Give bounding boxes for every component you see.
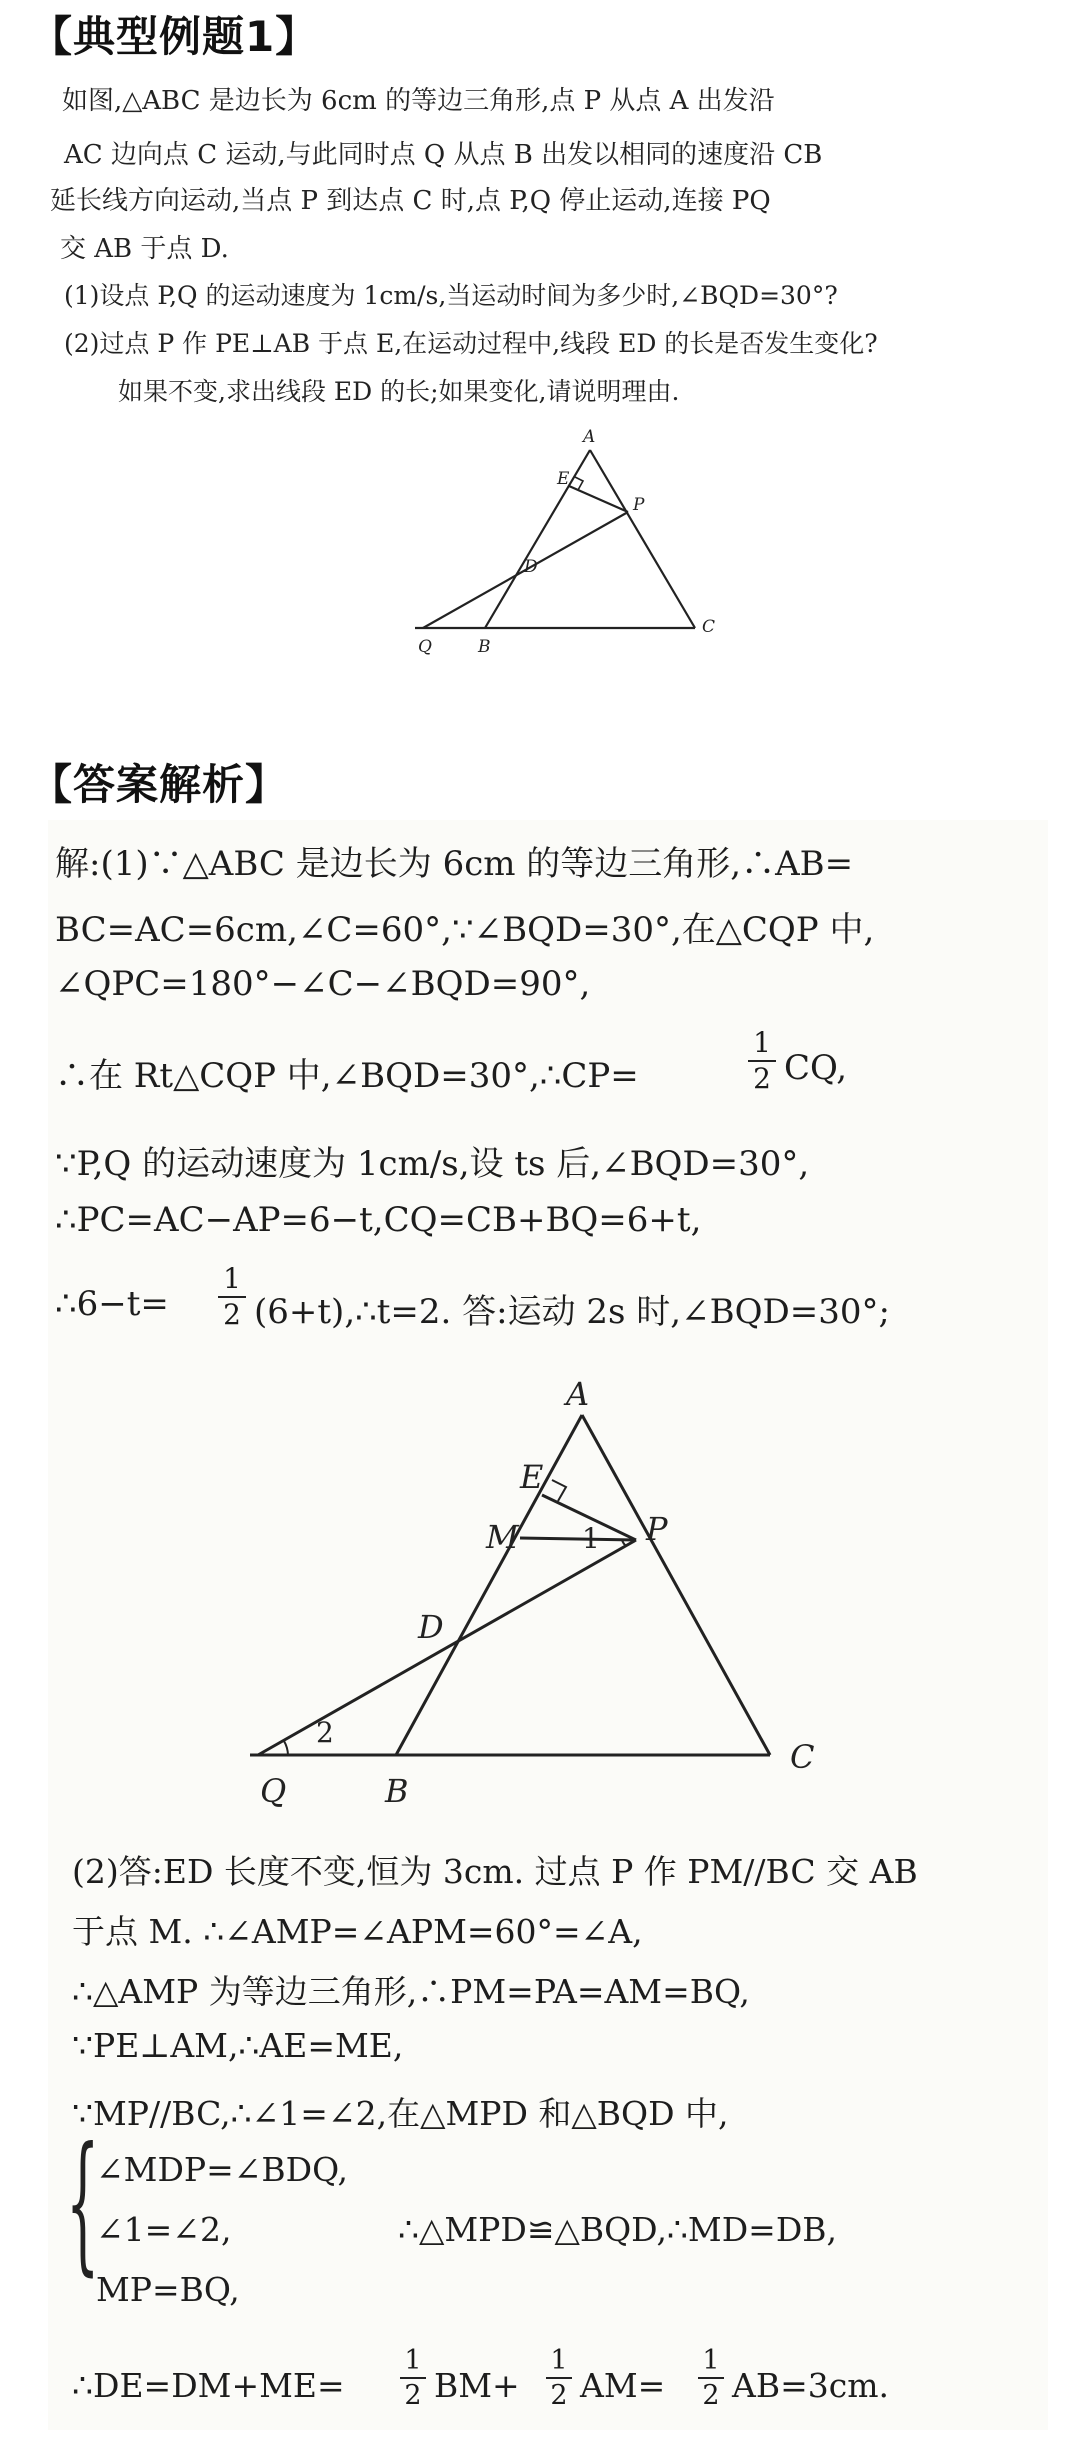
label-p: P xyxy=(646,1510,668,1548)
label-q: Q xyxy=(418,637,432,657)
angle-2-arc xyxy=(284,1741,288,1755)
fraction-denominator: 2 xyxy=(223,1298,241,1331)
segment-ac xyxy=(590,450,695,628)
problem-line-5: (1)设点 P,Q 的运动速度为 1cm/s,当运动时间为多少时,∠BQD=30°? xyxy=(64,281,838,310)
segment-pq xyxy=(258,1540,636,1755)
label-p: P xyxy=(633,495,645,515)
problem-line-4: 交 AB 于点 D. xyxy=(60,234,229,264)
fraction-denominator: 2 xyxy=(550,2380,568,2411)
segment-mp xyxy=(520,1538,636,1540)
label-e: E xyxy=(520,1458,544,1496)
label-d: D xyxy=(418,1608,444,1646)
fraction-half-1 xyxy=(748,1028,776,1094)
fraction-half-5 xyxy=(698,2346,724,2410)
example-heading: 【典型例题1】 xyxy=(30,12,319,61)
label-d: D xyxy=(524,557,538,577)
fraction-numerator: 1 xyxy=(550,2345,568,2376)
fraction-bar xyxy=(400,2377,426,2379)
answer-line-7-tail: (6+t),∴t=2. 答:运动 2s 时,∠BQD=30°; xyxy=(254,1292,890,1332)
part2-line-3: ∴△AMP 为等边三角形,∴PM=PA=AM=BQ, xyxy=(72,1972,750,2011)
fraction-bar xyxy=(698,2377,724,2379)
label-m: M xyxy=(486,1518,519,1556)
label-b: B xyxy=(478,637,491,657)
label-a: A xyxy=(583,427,596,447)
answer-line-4: ∴在 Rt△CQP 中,∠BQD=30°,∴CP= xyxy=(55,1056,639,1096)
final-part-3: AM= xyxy=(580,2366,666,2405)
fraction-half-2 xyxy=(218,1264,246,1330)
label-a: A xyxy=(566,1375,590,1413)
problem-line-2: AC 边向点 C 运动,与此同时点 Q 从点 B 出发以相同的速度沿 CB xyxy=(64,140,823,170)
answer-line-6: ∴PC=AC−AP=6−t,CQ=CB+BQ=6+t, xyxy=(55,1200,702,1240)
example-figure xyxy=(400,420,740,657)
system-conclusion: ∴△MPD≌△BQD,∴MD=DB, xyxy=(398,2210,838,2249)
part2-line-1: (2)答:ED 长度不变,恒为 3cm. 过点 P 作 PM//BC 交 AB xyxy=(72,1852,918,1891)
system-line-3: MP=BQ, xyxy=(96,2270,240,2309)
fraction-bar xyxy=(546,2377,572,2379)
fraction-numerator: 1 xyxy=(702,2345,720,2376)
part2-line-4: ∵PE⊥AM,∴AE=ME, xyxy=(72,2026,404,2065)
label-e: E xyxy=(557,469,570,489)
right-angle-mark xyxy=(552,1480,566,1501)
answer-heading: 【答案解析】 xyxy=(30,760,289,809)
problem-line-3: 延长线方向运动,当点 P 到达点 C 时,点 P,Q 停止运动,连接 PQ xyxy=(50,186,771,216)
fraction-half-3 xyxy=(400,2346,426,2410)
fraction-denominator: 2 xyxy=(404,2380,422,2411)
segment-ac xyxy=(582,1415,770,1755)
final-part-2: BM+ xyxy=(434,2366,520,2405)
problem-line-6: (2)过点 P 作 PE⊥AB 于点 E,在运动过程中,线段 ED 的长是否发生变化? xyxy=(64,329,878,358)
fraction-denominator: 2 xyxy=(753,1062,771,1095)
answer-line-1: 解:(1)∵△ABC 是边长为 6cm 的等边三角形,∴AB= xyxy=(55,844,854,884)
system-line-2: ∠1=∠2, xyxy=(96,2210,232,2249)
final-part-4: AB=3cm. xyxy=(732,2366,889,2405)
label-c: C xyxy=(790,1738,815,1776)
segment-ab xyxy=(485,450,590,628)
label-c: C xyxy=(702,617,716,637)
label-b: B xyxy=(385,1772,409,1810)
answer-line-3: ∠QPC=180°−∠C−∠BQD=90°, xyxy=(55,964,591,1004)
fraction-denominator: 2 xyxy=(702,2380,720,2411)
problem-line-1: 如图,△ABC 是边长为 6cm 的等边三角形,点 P 从点 A 出发沿 xyxy=(62,86,775,116)
final-part-1: ∴DE=DM+ME= xyxy=(72,2366,345,2405)
label-angle-1: 1 xyxy=(582,1522,600,1555)
fraction-numerator: 1 xyxy=(404,2345,422,2376)
system-line-1: ∠MDP=∠BDQ, xyxy=(96,2150,349,2189)
answer-figure xyxy=(230,1370,870,1810)
fraction-numerator: 1 xyxy=(753,1026,771,1059)
system-brace: { xyxy=(66,2116,100,2290)
label-q: Q xyxy=(260,1772,287,1810)
fraction-half-4 xyxy=(546,2346,572,2410)
answer-line-7: ∴6−t= xyxy=(55,1284,169,1324)
answer-line-5: ∵P,Q 的运动速度为 1cm/s,设 ts 后,∠BQD=30°, xyxy=(55,1144,810,1184)
answer-line-4-tail: CQ, xyxy=(784,1048,848,1088)
answer-line-2: BC=AC=6cm,∠C=60°,∵∠BQD=30°,在△CQP 中, xyxy=(55,910,875,950)
part2-line-2: 于点 M. ∴∠AMP=∠APM=60°=∠A, xyxy=(72,1912,643,1951)
label-angle-2: 2 xyxy=(316,1716,334,1749)
fraction-numerator: 1 xyxy=(223,1262,241,1295)
part2-line-5: ∵MP//BC,∴∠1=∠2,在△MPD 和△BQD 中, xyxy=(72,2094,729,2133)
problem-line-7: 如果不变,求出线段 ED 的长;如果变化,请说明理由. xyxy=(118,377,680,406)
